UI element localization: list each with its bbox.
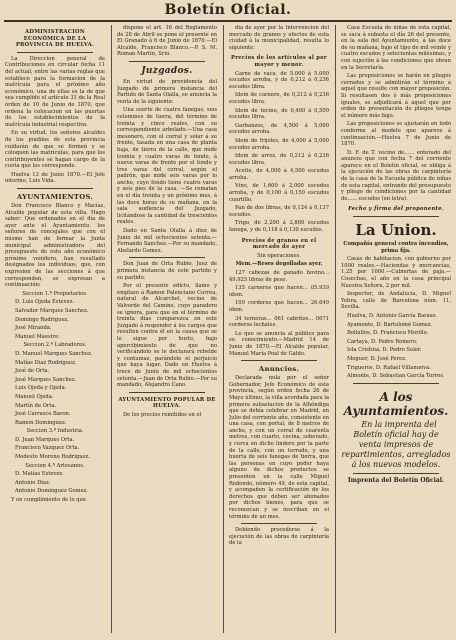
paragraph: Don Francisco Blanco y Macías, Alcalde popular de esta villa. Hago saber: Que ordenados en el día de ayer ante el Ayuntamiento, los señores de concejales que con el mismo han de formar la Junta municipal administradora del presupuesto de este año económico próximo venidero, han resultado designados los individuos, que, con expresion de las secciones á que corresponden, se expresan a continuación: [5,203,105,289]
price-item: Pan de dos libras, de 0,124 á 0,137 escudos. [229,205,329,218]
paragraph: Y en cumplimiento de lo que [11,497,86,504]
list-item: Luis Ojeda y Ojeda. [15,385,67,392]
list-item: Salvador Marques Sanchez. [15,307,89,314]
divider [241,523,317,524]
paragraph: Lo que se anuncia al público para su conocimiento.—Madrid 14 de Junio de 1870.—El Alcalde popular, Manuel María Poal de Galdo. [229,330,329,357]
section-heading: Fecha y firma del proponente. [348,206,444,213]
section-heading: Anuncios. [258,365,300,374]
column-4 [341,25,451,633]
paragraph: Huelva, D. Antonio García Baraso. [347,312,438,319]
paragraph: Las proposiciones se ajustarán en todo conforme al modelo que aparece á continuación.—Huelva 7 de Junio de 1870. [341,121,451,148]
list-item: Ramon Dominguez. [15,419,67,426]
subheading: Mem.—Reses degolladas ayer. [235,261,323,268]
section-heading: Precios de granos en el mercado de ayer [241,237,317,251]
list-item: José de Orta. [15,368,50,375]
list-item: D. Manuel Marques Sanchez. [15,350,93,357]
paragraph: dispone el art. 16 del Reglamento de 20 de Abril se pone el presente en El Granado á 6 de Junio de 1870.—El Alcalde, Francisco Blanco.—P. S. M. Roman Martín, Srio. [117,25,217,58]
paragraph: En virtud de providencia del Juzgado de primera instancia del Partido de Santa Olalla, se anuncia la venta de la siguiente: [117,78,217,105]
paragraph: Debiendo procederse á la ejecución de las obras de carpintería de la [229,527,329,547]
price-item: Idem de frijoles, de 4,000 á 5,000 escudos arroba. [229,137,329,151]
price-item: Carne de vaca, de 5.000 á 5.000 escudos arroba, y de 0,212 á 0,236 escudos libra. [229,70,329,90]
paragraph: Cartaya, D. Pedro Romero. [347,338,418,345]
price-item: Aceite, de 4,000 á 4,500 escudos arroba. [229,168,329,181]
paragraph: Casas de habitacion, con gobierno por 1000 reales.—Haciendas y mercancías, 1,25 por 1000.—Cubiertas de paja.—Cosechas, el año en la casa principal Nuestra Señora, 2 por mil. [341,256,451,289]
list-item: D. Matías Estevez. [15,471,64,478]
divider [241,360,317,361]
paragraph: 127 cabezas de ganado bovino... 49.925 libras de peso. [229,270,329,283]
paragraph: En su virtud, los señores alcaldes de los pueblos de esta provincia cuidarán de que se formen y se coloquen las matrículas, para que los contribuyentes se hagan cargo de la cuota que les corresponde. [5,130,105,170]
price-item: Idem de arroz, de 0,212 á 0,236 escudos libra. [229,153,329,166]
subheading: Seccion 4.ª Artesanos. [25,462,85,469]
paragraph: De los precios remitidos en el [123,411,202,418]
list-item: Antonio Dominguez Gomez. [15,488,89,495]
ad-text: En la imprenta del Boletín oficial hay de venta impresos de repartimientos, arreglados á los nuevos modelos. [341,419,451,469]
paragraph: día de ayer por la Intervencion del mercado de granos y efectos de esta ciudad á la municipalidad, resulta lo siguiente: [229,25,329,51]
subheading: Seccion 2.ª Labradores. [23,342,87,349]
section-heading: Juzgados. [141,65,193,76]
list-item: Domingo Rodriguez. [15,316,69,323]
price-item: Idem de carnero, de 0,212 á 0,236 escudos libra. [229,92,329,105]
list-item: Manuel Ojeda. [15,393,54,400]
paragraph: La Direccion general de Contribuciones en circular fecha 11 del actual, entre las varias reglas que establece para la formacion de la matrícula para el próximo año económico, una de ellas es la de que sea cumplido el artículo 31 de la Real órden de 10 de Junio de 1870, que ordena la colocacion en las puertas de los establecimientos de la matrícula industrial respectiva. [5,55,105,128]
ad-title: La Union. [355,221,437,240]
paragraph: Por el presente edicto, llamo y emplazo á Ramon Palenciano Correa, natural de Alcarchel, vecino de Valverde del Camino, cuyo paradero se ignora, para que en el término de treinta días comparezca en este Juzgado á responder á los cargos que resulten contra él en la causa que se le sigue por hurto, bajo apercibimiento de que no verificándolo se le declarará rebelde y contumaz, parándole el perjuicio que haya lugar. Dado en Huelva á trece de Junio de mil ochocientos setenta.—Juan de Orta Rubio.—Por su mandado, Alejandro Cano. [117,283,217,389]
subheading: Seccion 1.ª Propietarios. [22,290,88,297]
ad-subtitle: Compañía general contra incendios, prima fija. [343,241,449,254]
list-item: D. Juan Marques Orta. [15,436,75,443]
divider [129,257,205,258]
list-item: José Carrasco Baron. [15,411,71,418]
price-item: Garbanzos, de 4,500 á 5,000 escudos arroba. [229,122,329,136]
divider [353,473,439,474]
paragraph: D. F. de T. vecino de...... enterado del anuncio que con fecha 7 del corriente aparece en el Boletín oficial, se obliga á la ejecución de las obras de carpintería de la casa de la Escuela pública de niñas de esta capital, entrando del presupuesto y pliego de condiciones por la cantidad de...... escudos (en letra). [341,149,451,202]
paragraph: Don Juan de Orta Rubio, Juez de primera instancia de este partido y su partido. [117,261,217,281]
divider [17,188,93,189]
paragraph: Ayamonte, D. Bartolomé Gomez. [347,321,433,328]
list-item: Matías Diaz Rodriguez. [15,359,77,366]
list-item: Manuel Maestre. [15,333,60,340]
paragraph: Las proposiciones se harán en pliegos cerrados y se admitirán el término á aquel que resulte con mayor proposición. Si resultasen dos ó más proposiciones iguales, se adjudicará á aquel que por orden de presentación de pliegos tenga el número más bajo. [341,73,451,119]
column-2 [117,25,217,633]
price-item: Trigo, de 2,200 á 2,800 escudos fanega, y de 0,118 á 0,130 escudos. [229,220,329,234]
column-1 [5,25,105,633]
list-item: Modesto Moreno Rodriguez. [15,454,91,461]
paragraph: 34 terneras... 061 cabritos... 0671 corderos lechales. [229,315,329,329]
masthead-title: Boletín Oficial. [164,2,292,18]
paragraph: Trigueros, D. Rafael Villanueva. [347,364,431,371]
divider [129,61,205,62]
divider [17,52,93,53]
price-item: Idem de tocino, de 0,400 á 0,500 escudos libra. [229,107,329,121]
list-item: Francisco Vazquez Orta. [15,445,80,452]
paragraph: 135 carneros que hacen... 05.939 idem. [229,285,329,298]
list-item: D. Luis Ojeda Estevez. [15,299,75,306]
section-heading: Precios de los artículos al por mayor y menor. [231,55,327,68]
paragraph: Moguer, D. José Perez. [347,355,407,362]
paragraph: Sin operaciones. [257,252,301,259]
list-item: José Marques Sanchez. [15,376,77,383]
section-heading: AYUNTAMIENTOS. [16,193,94,202]
column-3 [229,25,329,633]
paragraph: 109 corderos que hacen... 26.649 idem. [229,300,329,313]
paragraph: Una suerte de cuatro fanegas, seis celemines de tierra, del término de treinta y cinco reales, con su correspondiente arbolado.—Una casa mesonero, con el corral y solar á su frente, tasada en una casa de planta baja, de tierra de la calle, que mide treinta y cuatro varas de fondo, á nueve varas de frente por el fondo y tres varas del corral, según el padrón, que mide seis varas por lo ancho, cuyo fondo tiene cuatro varas y seis pies de la casa. —Se rematan en el día treinta y un próximo mes, á las doce horas de su mañana, en la sala audiencia del Juzgado, licitándose la cantidad de trescientos reales. [117,107,217,226]
ad-title: A los Ayuntamientos. [343,389,449,418]
section-heading: AYUNTAMIENTO POPULAR DE HUELVA. [118,396,216,410]
paragraph: Almonte, D. Sebastian García Torres. [347,373,445,380]
subheading: Seccion 3.ª Industria. [26,428,84,435]
list-item: Martín de Orta. [15,402,57,409]
paragraph: Isla Cristina, D. Pedro Soler. [347,347,422,354]
paragraph: Bollullos, D. Francisco Morillo. [347,330,429,337]
divider [129,392,205,393]
paragraph: Declarada nula por el señor Gobernador, Jefe Económico de esta provincia, según orden fecha 26 de Mayo último, la villa acordada para la primera subastacion de la Alhóndiga que se debía celebrar en Madrid, en Julio del corriente año, consistente en una casa, con portal, de 8 metros de ancho, y con un corral de cuarenta metros, con cuarto, cocina, soberado, y cerca en dicho lindero por la parte de la calle, con un terrado, y una huerta de seis fanegas de tierra, que las personas en cuyo poder haya alguno de dichos productos se presenten en la calle Miguel Redondo, número 49, de esta capital, y acompañen la certificación de los derechos que deben ser abonados por dichos bienes, para que se reconozcan y se inscriban en el término de un mes. [229,375,329,520]
section-heading: ADMINISTRACION ECONÓMICA DE LA PROVINCIA DE HUELVA. [15,29,95,49]
column-divider [111,25,112,633]
list-item: Antonio Diaz. [15,479,51,486]
paragraph: Casa Escuela de niñas de esta capital, se saca á subasta el día 26 del presente, en la sala del Ayuntamiento, á las doce de su mañana, bajo el tipo de mil veinte y cuatro escudos y setecientas milésimas, y con sujeción á las condiciones que obran en la Secretaría. [341,25,451,71]
divider [353,383,439,384]
paragraph: Dado en Santa Olalla á diez de Junio de mil ochocientos setenta.—Fernando Sanchez.—Por su mandado, Abelardo Gomez. [117,228,217,254]
column-divider [223,25,224,633]
divider [353,216,439,217]
paragraph: Inspector, de Andalucía, D. Miguel Yebra, calle de Barcelona núm. 11, Sevilla. [341,291,451,311]
list-item: José Miranda. [15,325,52,332]
price-item: Vino, de 1,600 á 2,000 escudos arroba, y de 0,100 á 0,150 escudos cuartillo. [229,183,329,203]
column-divider [335,25,336,633]
footer-imprint: Imprenta del Boletín Oficial. [347,476,445,484]
masthead-rule [4,20,452,22]
paragraph: Huelva 13 de Junio 1870.—El Jefe interino, Luis Vida. [5,171,105,185]
